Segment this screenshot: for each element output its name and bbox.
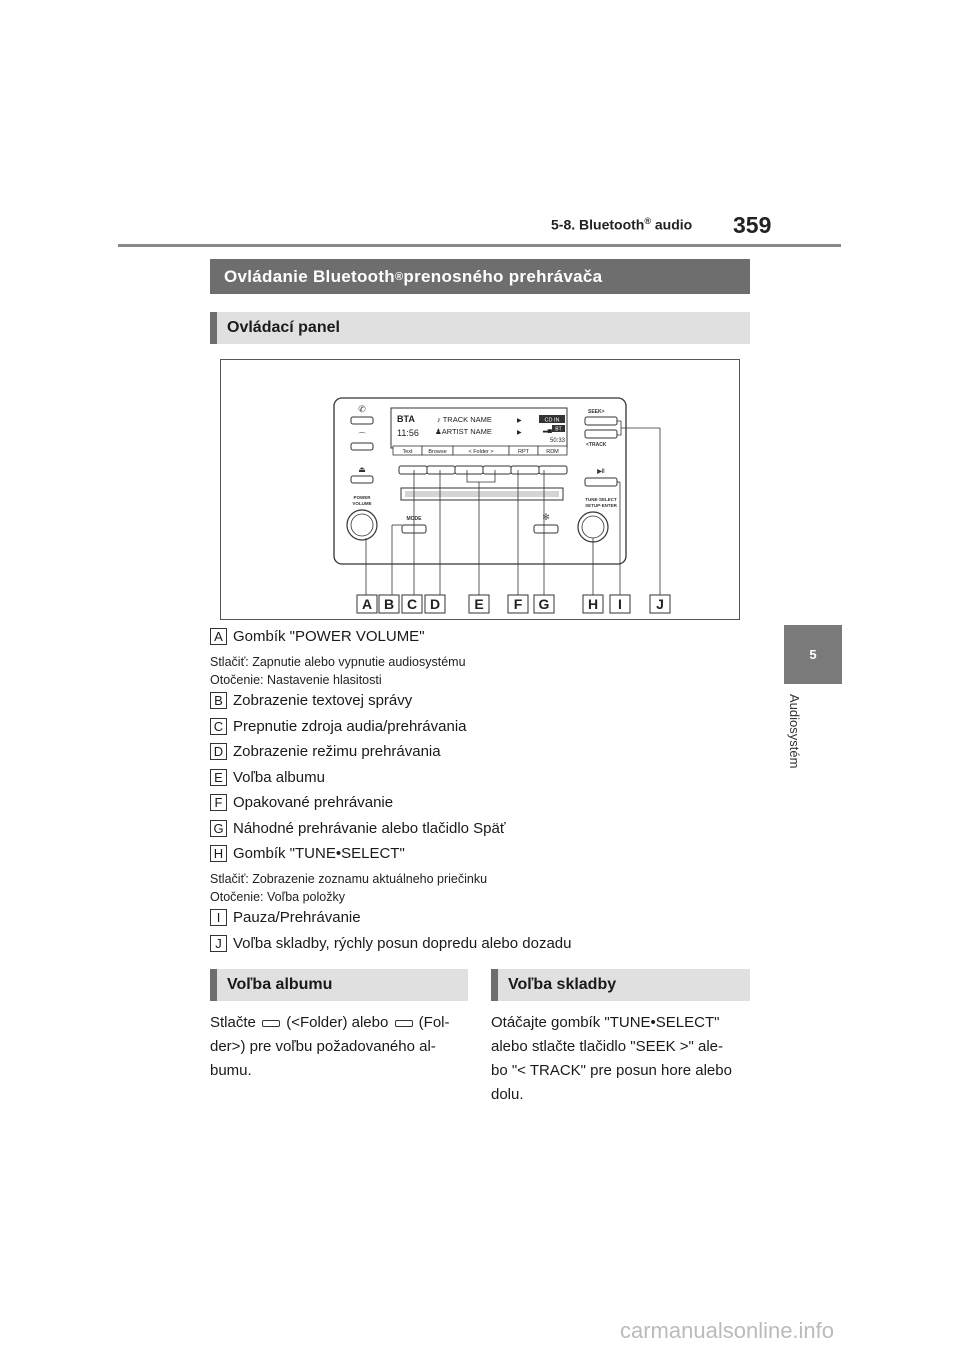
legend-text: Opakované prehrávanie [233,794,394,811]
legend-key: H [210,845,227,862]
phone-button [351,417,373,424]
hangup-button [351,443,373,450]
callout-j-label: J [656,596,664,612]
power-label-1: POWER [353,495,371,500]
legend-key: G [210,820,227,837]
legend-text: Gombík "TUNE•SELECT" [233,845,405,862]
callout-g-label: G [538,596,550,612]
play-pause-icon: ▶‖ [597,469,605,475]
legend-item-e [210,769,325,786]
setup-icon: ✻ [542,512,550,522]
mode-label: MODE [406,516,422,522]
legend-item-j [210,935,572,952]
legend-text: Pauza/Prehrávanie [233,909,361,926]
soft-key-rpt-label: RPT [518,449,529,455]
page-number: 359 [733,212,772,238]
soft-key-row [393,446,567,455]
btn-folder-prev [455,466,483,474]
setup-button [534,525,558,533]
callout-h-label: H [587,596,599,612]
seek-label: SEEK> [588,409,605,415]
power-volume-knob-inner [351,514,373,536]
legend-text: Zobrazenie režimu prehrávania [233,743,441,760]
btn-folder-next [483,466,511,474]
soft-key-rdm-label: RDM [546,449,559,455]
button-icon [395,1020,413,1027]
legend-item-h [210,845,405,862]
display-elapsed: 50:33 [549,438,565,444]
eject-icon: ⏏ [358,465,366,474]
soft-key-text-label: Text [402,449,413,455]
legend-item-f [210,794,393,811]
legend-key: E [210,769,227,786]
display-bt-text: BT [555,426,562,433]
callout-b-label: B [383,596,395,612]
callout-d-label: D [429,596,441,612]
legend-item-g [210,820,505,837]
section-label: 5-8. Bluetooth® audio [551,216,693,233]
legend-item-a [210,628,425,645]
callout-i-label: I [618,596,622,612]
display-track-arrow: ▶ [517,418,522,424]
legend-key: B [210,692,227,709]
play-pause-button [585,478,617,486]
track-button [585,430,617,438]
callout-c-label: C [406,596,418,612]
callout-a-label: A [361,596,373,612]
legend-key: F [210,794,227,811]
chapter-label: Audiosystém [787,694,802,769]
legend-text: Prepnutie zdroja audia/prehrávania [233,718,467,735]
note-h-press: Stlačiť: Zobrazenie zoznamu aktuálneho priečinku [210,872,488,886]
control-panel-illustration [221,360,739,619]
display-track: ♪ TRACK NAME [437,415,492,424]
callout-f-label: F [513,596,523,612]
legend-item-d [210,743,441,760]
button-icon [262,1020,280,1027]
section-title: Ovládanie Bluetooth ® prenosného prehrávača [210,259,750,294]
track-paragraph: Otáčajte gombík "TUNE•SELECT" alebo stlačte tlačidlo "SEEK >" ale- bo "< TRACK" pre posun hore alebo dolu. [491,1014,732,1103]
btn-rpt [511,466,539,474]
legend-item-c [210,718,467,735]
note-h-turn: Otočenie: Voľba položky [210,890,345,904]
chapter-tab[interactable]: 5 [784,625,842,684]
display-clock: 11:56 [397,428,419,438]
callout-e-label: E [474,596,484,612]
legend-key: I [210,909,227,926]
legend-key: C [210,718,227,735]
legend-key: D [210,743,227,760]
legend-text: Voľba albumu [233,769,325,786]
tune-select-knob-inner [582,516,604,538]
watermark: carmanualsonline.info [620,1318,835,1343]
note-a-press: Stlačiť: Zapnutie alebo vypnutie audiosystému [210,655,466,669]
track-label: <TRACK [586,442,607,448]
signal-icon: ▂▄ [543,427,552,433]
legend-key: A [210,628,227,645]
tune-label-1: TUNE·SELECT [585,497,617,502]
legend-item-b [210,692,412,709]
soft-key-browse-label: Browse [428,449,447,455]
btn-text [399,466,427,474]
subsection-heading-track: Voľba skladby [491,969,750,1001]
album-paragraph: Stlačte (<Folder) alebo (Fol- der>) pre voľbu požadovaného al- bumu. [210,1014,450,1079]
legend-text: Gombík "POWER VOLUME" [233,628,425,645]
subsection-heading-panel: Ovládací panel [210,312,750,344]
display-cd-text: CD IN [544,417,560,424]
note-a-turn: Otočenie: Nastavenie hlasitosti [210,673,382,687]
btn-rdm [539,466,567,474]
control-panel-figure [220,359,740,620]
header-rule [118,244,841,247]
display-source: BTA [397,414,415,424]
seek-button [585,417,617,425]
legend-key: J [210,935,227,952]
power-label-2: VOLUME [352,501,372,506]
legend-text: Náhodné prehrávanie alebo tlačidlo Späť [233,820,506,837]
subsection-heading-album: Voľba albumu [210,969,468,1001]
legend-text: Voľba skladby, rýchly posun dopredu alebo dozadu [233,935,572,952]
display-artist-arrow: ▶ [517,430,522,436]
legend-text: Zobrazenie textovej správy [233,692,413,709]
tune-label-2: SETUP·ENTER [585,503,617,508]
soft-key-folder-label: < Folder > [468,449,494,455]
legend-item-i [210,909,361,926]
phone-icon: ✆ [358,404,366,414]
btn-browse [427,466,455,474]
display-artist: ♟ARTIST NAME [435,427,492,436]
eject-button [351,476,373,483]
hangup-icon: ⌒ [358,432,366,441]
